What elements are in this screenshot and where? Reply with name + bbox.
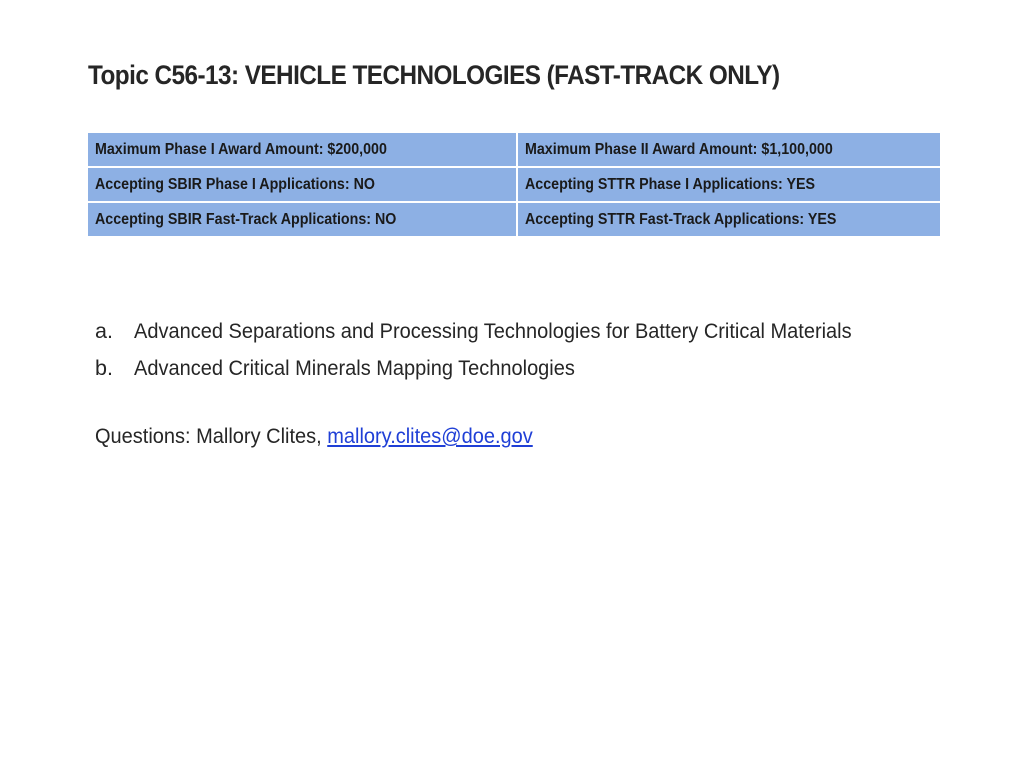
contact-email-link[interactable]: mallory.clites@doe.gov xyxy=(327,424,533,448)
table-cell: Accepting STTR Fast-Track Applications: YES xyxy=(517,202,941,237)
table-row xyxy=(87,202,941,237)
list-marker: a. xyxy=(95,319,113,343)
list-item xyxy=(95,313,906,350)
award-info-table xyxy=(86,131,942,238)
table-cell: Maximum Phase II Award Amount: $1,100,000 xyxy=(517,132,941,167)
table-row xyxy=(87,132,941,167)
table-row xyxy=(87,167,941,202)
subtopic-text: Advanced Separations and Processing Technologies for Battery Critical Materials xyxy=(134,319,852,343)
table-cell: Accepting SBIR Fast-Track Applications: NO xyxy=(87,202,517,237)
subtopic-list xyxy=(95,313,906,387)
questions-label: Questions: Mallory Clites, xyxy=(95,424,328,448)
table-cell: Accepting SBIR Phase I Applications: NO xyxy=(87,167,517,202)
table-cell: Maximum Phase I Award Amount: $200,000 xyxy=(87,132,517,167)
list-item xyxy=(95,350,906,387)
table-cell: Accepting STTR Phase I Applications: YES xyxy=(517,167,941,202)
questions-line xyxy=(95,424,533,449)
list-marker: b. xyxy=(95,356,113,380)
subtopic-text: Advanced Critical Minerals Mapping Technologies xyxy=(134,356,575,380)
page-title: Topic C56-13: VEHICLE TECHNOLOGIES (FAST-TRACK ONLY) xyxy=(88,60,780,90)
